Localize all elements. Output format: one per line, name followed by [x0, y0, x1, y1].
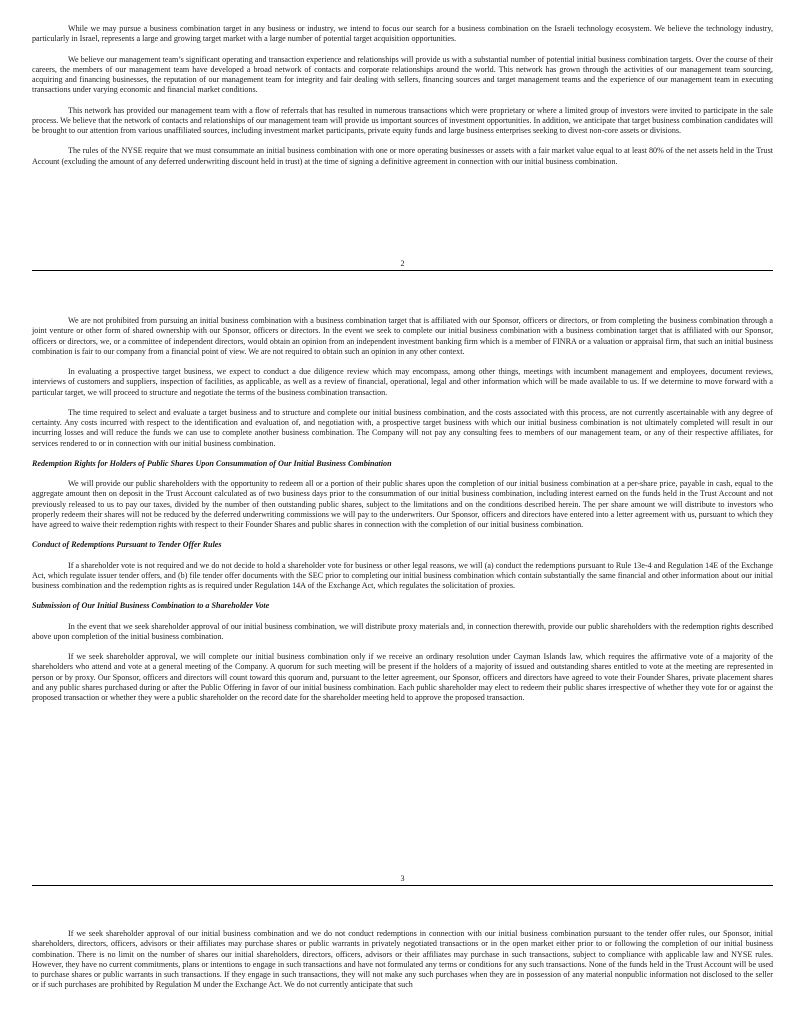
paragraph-referral-network: This network has provided our management team with a flow of referrals that has resulted in numerous transactions which were proprietary or where a limited group of investors were invited to participate in the sale process. We believe that the network of contacts and relationships of our management team will provide us important sources of investment opportunities. In addition, we anticipate that target business combination candidates will be brought to our attention from various unaffiliated sources, including investment market participants, private equity funds and large business enterprises seeking to divest non-core assets or divisions. — [32, 105, 773, 135]
paragraph-affiliated-targets: We are not prohibited from pursuing an initial business combination with a business combination target that is affiliated with our Sponsor, officers or directors, or from completing the business combination through a joint venture or other form of shared ownership with our Sponsor, officers or directors. In the event we seek to complete our initial business combination with a business combination target that is affiliated with our Sponsor, officers or directors, we, or a committee of independent directors, would obtain an opinion from an independent investment banking firm which is a member of FINRA or a valuation or appraisal firm, that such an initial business combination is fair to our company from a financial point of view. We are not required to obtain such an opinion in any other context. — [32, 316, 773, 356]
paragraph-time-and-costs: The time required to select and evaluate a target business and to structure and complete our initial business combination, and the costs associated with this process, are not currently ascertainable with any degree of certainty. Any costs incurred with respect to the identification and evaluation of, and negotiation with, a prospective target business with which our initial business combination is not ultimately completed will result in our incurring losses and will reduce the funds we can use to complete another business combination. The Company will not pay any consulting fees to members of our management team, or any of their respective affiliates, for services rendered to or in connection with our initial business combination. — [32, 407, 773, 448]
paragraph-management-experience: We believe our management team’s significant operating and transaction experience and relationships will provide us with a substantial number of potential initial business combination targets. Over the course of their careers, the members of our management team have developed a broad network of contacts and corporate relationships around the world. This network has grown through the activities of our management team sourcing, acquiring and financing businesses, the reputation of our management team for integrity and fair dealing with sellers, financing sources and target management teams and the experience of our management team in executing transactions under varying economic and financial market conditions. — [32, 54, 773, 95]
page-3-body — [32, 316, 773, 703]
paragraph-shareholder-approval: If we seek shareholder approval, we will complete our initial business combination only if we receive an ordinary resolution under Cayman Islands law, which requires the affirmative vote of a majority of the shareholders who attend and vote at a general meeting of the Company. A quorum for such meeting will be present if the holders of a majority of issued and outstanding shares entitled to vote at the meeting are represented in person or by proxy. Our Sponsor, officers and directors will count toward this quorum and, pursuant to the letter agreement, our Sponsor, officers and directors have agreed to vote their Founder Shares, private placement shares and any public shares purchased during or after the Public Offering in favor of our initial business combination. Each public shareholder may elect to redeem their public shares irrespective of whether they vote for or against the proposed transaction or whether they were a public shareholder on the record date for the shareholder meeting held to approve the proposed transaction. — [32, 652, 773, 702]
page-number: 3 — [400, 874, 405, 883]
page-2-body — [32, 24, 773, 167]
paragraph-due-diligence: In evaluating a prospective target business, we expect to conduct a due diligence review which may encompass, among other things, meetings with incumbent management and employees, document reviews, interviews of customers and suppliers, inspection of facilities, as applicable, as well as a review of financial, operational, legal and other information which will be made available to us. If we determine to move forward with a particular target, we will proceed to structure and negotiate the terms of the business combination transaction. — [32, 367, 773, 397]
paragraph-redemption-rights: We will provide our public shareholders with the opportunity to redeem all or a portion of their public shares upon the completion of our initial business combination at a per-share price, payable in cash, equal to the aggregate amount then on deposit in the Trust Account calculated as of two business days prior to the consummation of our initial business combination, including interest earned on the funds held in the Trust Account and not previously released to us to pay our taxes, divided by the number of then outstanding public shares, subject to the limitations and on the conditions described herein. The per share amount we will distribute to investors who properly redeem their shares will not be reduced by the deferred underwriting commissions we will pay to the underwriters. Our Sponsor, officers and directors have entered into a letter agreement with us, pursuant to which they have agreed to waive their redemption rights with respect to their Founder Shares and public shares in connection with the completion of our initial business combination. — [32, 479, 773, 529]
paragraph-private-purchases: If we seek shareholder approval of our initial business combination and we do not conduct redemptions in connection with our initial business combination pursuant to the tender offer rules, our Sponsor, initial shareholders, directors, officers, advisors or their affiliates may purchase shares or public warrants in privately negotiated transactions or in the open market either prior to or following the completion of our initial business combination. There is no limit on the number of shares our initial shareholders, directors, officers, advisors or their affiliates may purchase in such transactions, subject to compliance with applicable law and NYSE rules. However, they have no current commitments, plans or intentions to engage in such transactions and have not formulated any terms or conditions for any such transactions. None of the funds held in the Trust Account will be used to purchase shares or public warrants in such transactions. If they engage in such transactions, they will not make any such purchases when they are in possession of any material nonpublic information not disclosed to the seller or if such purchases are prohibited by Regulation M under the Exchange Act. We do not currently anticipate that such — [32, 929, 773, 990]
section-heading-redemption-rights: Redemption Rights for Holders of Public Shares Upon Consummation of Our Initial Business Combination — [32, 458, 392, 468]
paragraph-proxy-materials: In the event that we seek shareholder approval of our initial business combination, we will distribute proxy materials and, in connection therewith, provide our public shareholders with the redemption rights described above upon completion of the initial business combination. — [32, 621, 773, 641]
paragraph-nyse-rules: The rules of the NYSE require that we must consummate an initial business combination with one or more operating businesses or assets with a fair market value equal to at least 80% of the net assets held in the Trust Account (excluding the amount of any deferred underwriting discount held in trust) at the time of signing a definitive agreement in connection with our initial business combination. — [32, 146, 773, 166]
section-heading-tender-offer: Conduct of Redemptions Pursuant to Tender Offer Rules — [32, 540, 222, 550]
page-divider — [32, 885, 773, 886]
paragraph-israel-focus: While we may pursue a business combination target in any business or industry, we intend to focus our search for a business combination on the Israeli technology ecosystem. We believe the technology industry, particularly in Israel, represents a large and growing target market with a large number of potential target acquisition opportunities. — [32, 24, 773, 44]
page-4-body — [32, 929, 773, 991]
page-divider — [32, 270, 773, 271]
page-number: 2 — [400, 259, 405, 268]
section-heading-shareholder-vote: Submission of Our Initial Business Combination to a Shareholder Vote — [32, 601, 270, 611]
paragraph-tender-offer: If a shareholder vote is not required and we do not decide to hold a shareholder vote for business or other legal reasons, we will (a) conduct the redemptions pursuant to Rule 13e-4 and Regulation 14E of the Exchange Act, which regulate issuer tender offers, and (b) file tender offer documents with the SEC prior to completing our initial business combination which contain substantially the same financial and other information about our initial business combination and the redemption rights as is required under Regulation 14A of the Exchange Act, which regulates the solicitation of proxies. — [32, 560, 773, 590]
